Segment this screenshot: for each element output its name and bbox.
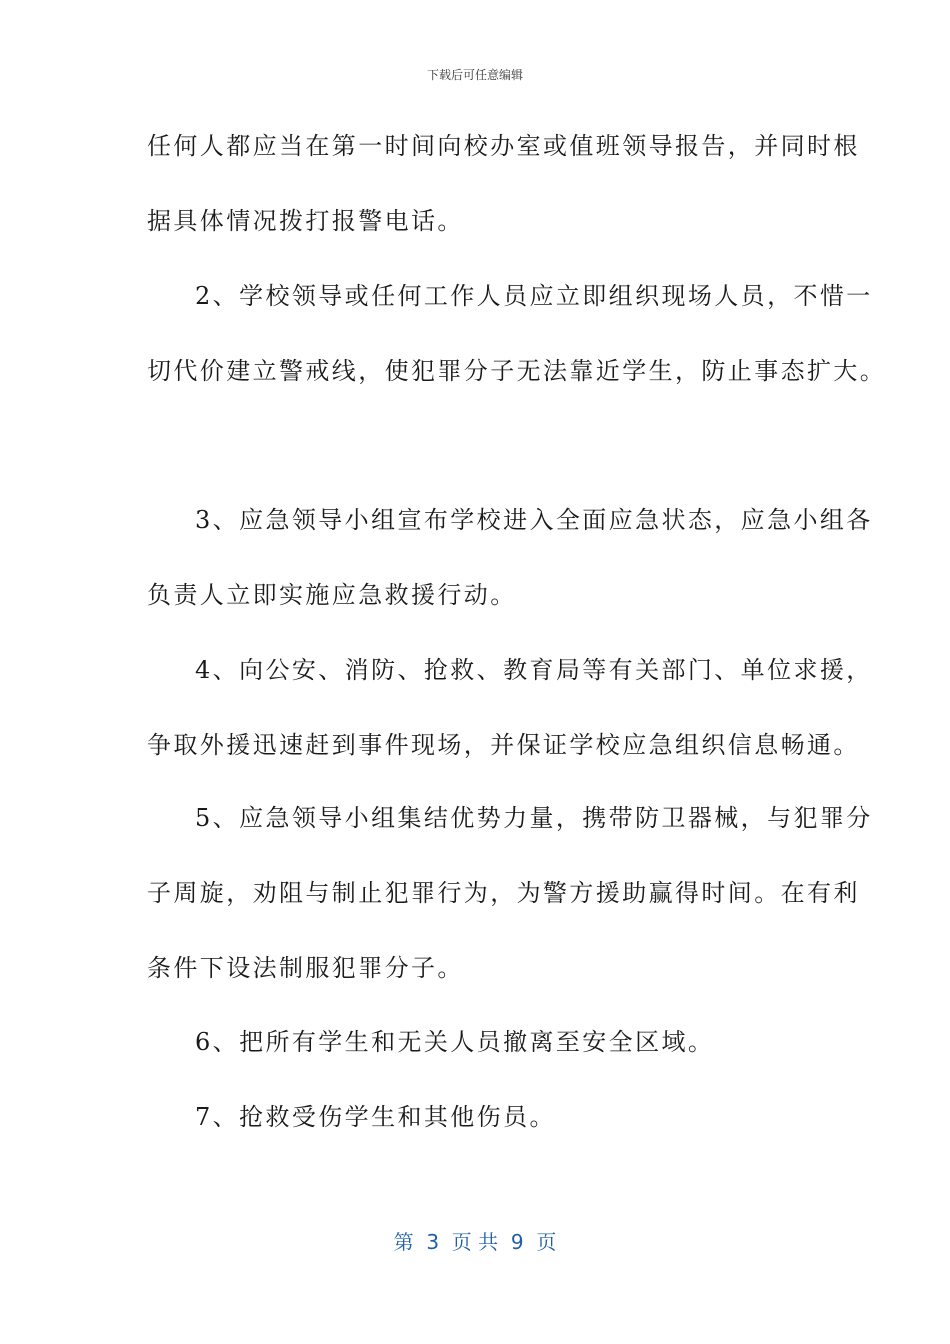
paragraph-line: 切代价建立警戒线，使犯罪分子无法靠近学生，防止事态扩大。	[147, 357, 887, 385]
paragraph-line: 7、抢救受伤学生和其他伤员。	[195, 1103, 556, 1131]
paragraph-line: 争取外援迅速赶到事件现场，并保证学校应急组织信息畅通。	[147, 731, 860, 759]
page-number: 第 3 页 共 9 页	[393, 1230, 557, 1254]
paragraph-line: 据具体情况拨打报警电话。	[147, 207, 464, 235]
paragraph-line: 2、学校领导或任何工作人员应立即组织现场人员，不惜一	[195, 282, 873, 310]
header-note: 下载后可任意编辑	[426, 68, 523, 82]
paragraph-line: 任何人都应当在第一时间向校办室或值班领导报告，并同时根	[147, 132, 860, 160]
paragraph-line: 5、应急领导小组集结优势力量，携带防卫器械，与犯罪分	[195, 804, 873, 832]
paragraph-line: 4、向公安、消防、抢救、教育局等有关部门、单位求援，	[195, 656, 873, 684]
paragraph-line: 负责人立即实施应急救援行动。	[147, 581, 517, 609]
paragraph-line: 子周旋，劝阻与制止犯罪行为，为警方援助赢得时间。在有利	[147, 879, 860, 907]
paragraph-line: 3、应急领导小组宣布学校进入全面应急状态，应急小组各	[195, 506, 873, 534]
paragraph-line: 条件下设法制服犯罪分子。	[147, 954, 464, 982]
paragraph-line: 6、把所有学生和无关人员撤离至安全区域。	[195, 1028, 715, 1056]
